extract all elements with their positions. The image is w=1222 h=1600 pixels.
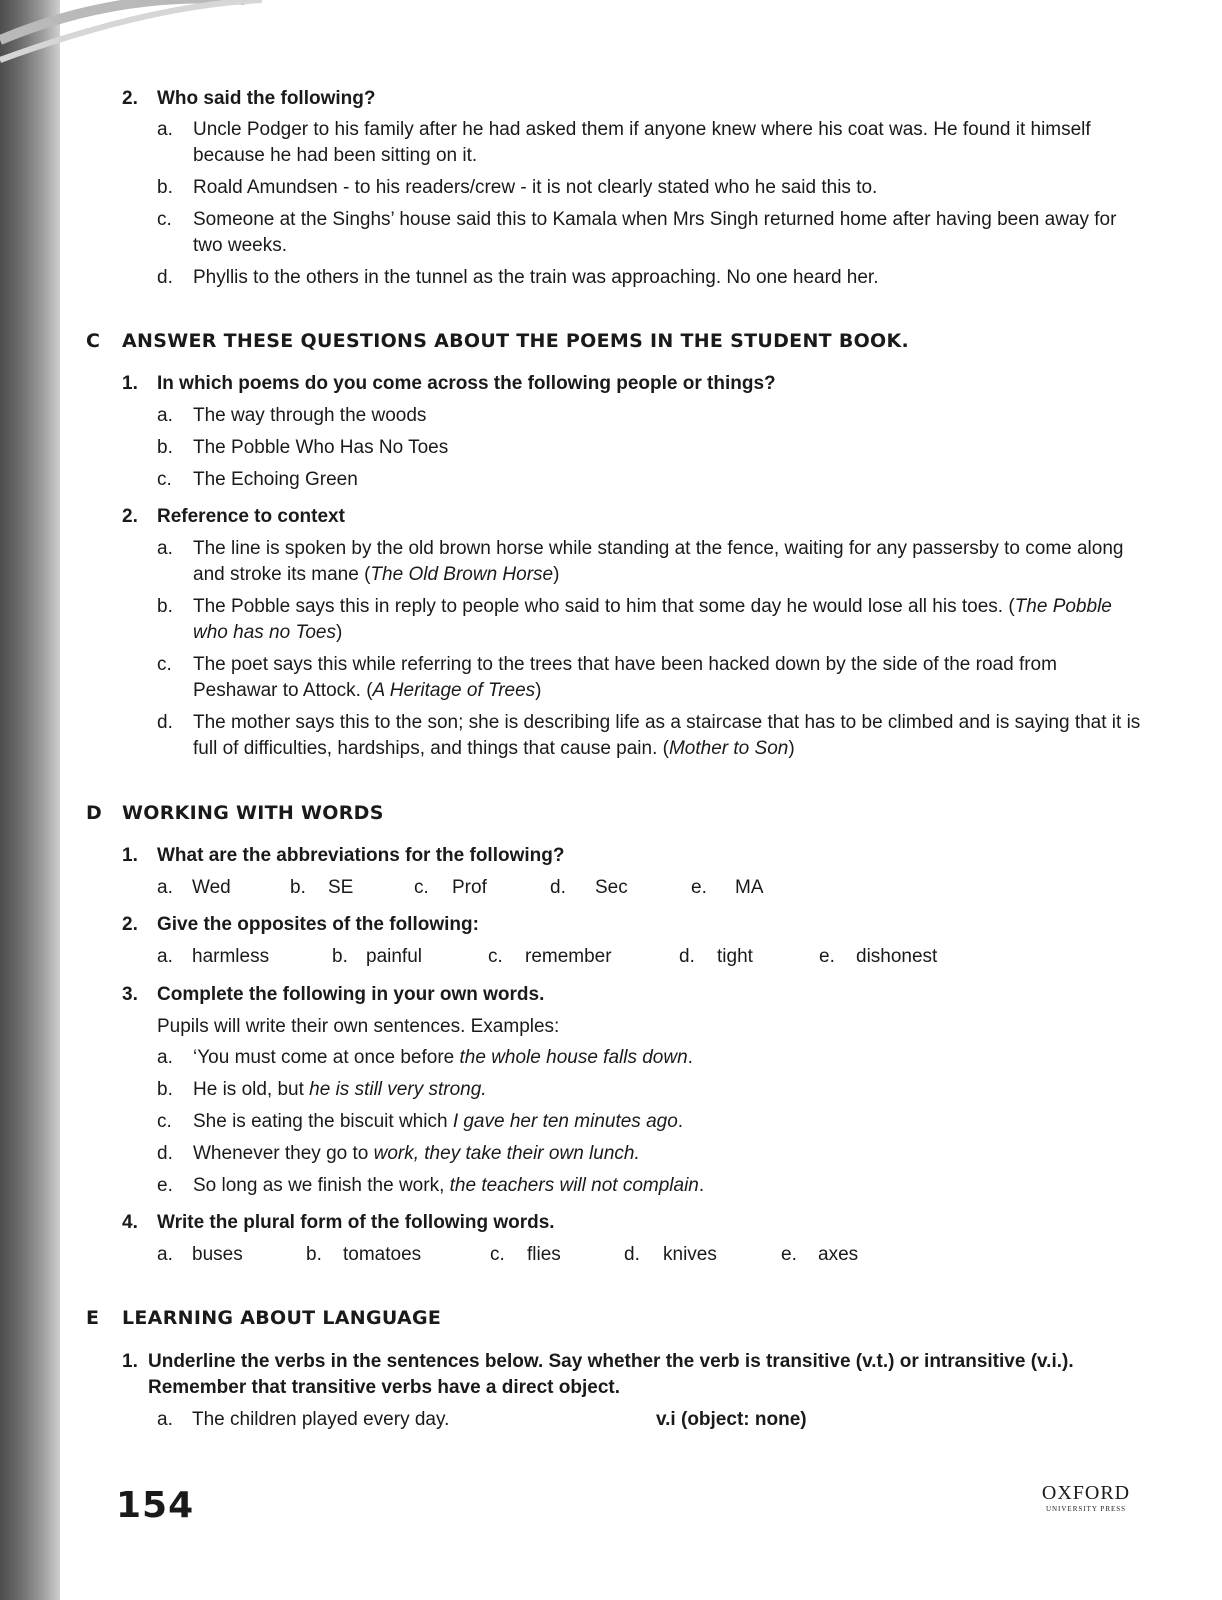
question-number: 3. [122, 984, 138, 1005]
item-letter: b. [332, 946, 348, 967]
item-text: Prof [452, 877, 487, 898]
item-text: SE [328, 877, 354, 898]
question-number: 1. [122, 1351, 138, 1372]
item-text: harmless [192, 946, 270, 967]
question-number: 2. [122, 506, 138, 527]
question-d1 [122, 843, 1142, 869]
item-letter: e. [691, 877, 707, 898]
page-spine-shading [0, 0, 60, 1600]
item-letter: d. [157, 1143, 173, 1164]
list-item [157, 594, 1142, 646]
list-item [157, 1173, 1142, 1199]
section-heading: WORKING WITH WORDS [122, 802, 384, 824]
poem-title: A Heritage of Trees [372, 680, 536, 701]
item-text: The Pobble says this in reply to people who said to him that some day he would lose all his toes. (The Pobble who has no Toes) [193, 596, 1112, 643]
question-text: Complete the following in your own words. [157, 984, 545, 1005]
item-letter: a. [157, 119, 173, 140]
item-letter: b. [157, 1079, 173, 1100]
list-item [157, 1407, 1142, 1433]
item-letter: b. [157, 437, 173, 458]
item-letter: c. [488, 946, 503, 967]
item-letter: c. [157, 654, 172, 675]
item-text: Roald Amundsen - to his readers/crew - it is not clearly stated who he said this to. [193, 177, 878, 198]
answer-text: v.i (object: none) [656, 1409, 807, 1430]
item-text: The mother says this to the son; she is describing life as a staircase that has to be climbed and is saying that it is full of difficulties, hardships, and things that cause pain. (Mother to Son) [193, 712, 1141, 759]
section-heading: LEARNING ABOUT LANGUAGE [122, 1307, 442, 1329]
item-text: Someone at the Singhs’ house said this to Kamala when Mrs Singh returned home after having been away for two weeks. [193, 209, 1117, 256]
item-text: The Echoing Green [193, 469, 358, 490]
item-letter: e. [781, 1244, 797, 1265]
question-c1 [122, 371, 1142, 397]
item-letter: d. [624, 1244, 640, 1265]
question-text: Underline the verbs in the sentences below. Say whether the verb is transitive (v.t.) or intransitive (v.i.). Remember that transitive verbs have a direct object. [148, 1351, 1074, 1398]
question-c2 [122, 504, 1142, 530]
item-letter: c. [414, 877, 429, 898]
inline-answer-row [157, 1242, 1142, 1268]
section-heading: ANSWER THESE QUESTIONS ABOUT THE POEMS IN THE STUDENT BOOK. [122, 330, 910, 352]
list-item [157, 536, 1142, 588]
list-item [157, 117, 1142, 169]
item-text: MA [735, 877, 764, 898]
item-letter: c. [157, 209, 172, 230]
item-text: ‘You must come at once before the whole house falls down. [193, 1047, 693, 1068]
item-letter: d. [157, 267, 173, 288]
item-letter: e. [819, 946, 835, 967]
item-text: dishonest [856, 946, 938, 967]
question-text: Give the opposites of the following: [157, 914, 479, 935]
question-number: 1. [122, 373, 138, 394]
list-item [157, 175, 1142, 201]
list-item [157, 1077, 1142, 1103]
item-text: knives [663, 1244, 717, 1265]
item-text: The way through the woods [193, 405, 427, 426]
question-d3 [122, 982, 1142, 1008]
list-item [157, 1109, 1142, 1135]
question-text: Who said the following? [157, 88, 376, 109]
list-item [157, 435, 1142, 461]
question-number: 1. [122, 845, 138, 866]
item-letter: b. [306, 1244, 322, 1265]
question-number: 4. [122, 1212, 138, 1233]
item-letter: b. [290, 877, 306, 898]
item-text: The line is spoken by the old brown horse while standing at the fence, waiting for any passersby to come along and stroke its mane (The Old Brown Horse) [193, 538, 1124, 585]
item-text: buses [192, 1244, 243, 1265]
question-text: In which poems do you come across the following people or things? [157, 373, 776, 394]
item-text: The poet says this while referring to the trees that have been hacked down by the side of the road from Peshawar to Attock. (A Heritage of Trees) [193, 654, 1057, 701]
poem-title: The Pobble who has no Toes [193, 596, 1112, 643]
item-text: remember [525, 946, 612, 967]
item-letter: c. [490, 1244, 505, 1265]
item-letter: d. [550, 877, 566, 898]
list-item [157, 652, 1142, 704]
item-letter: d. [157, 712, 173, 733]
question-number: 2. [122, 88, 138, 109]
item-text: Phyllis to the others in the tunnel as the train was approaching. No one heard her. [193, 267, 879, 288]
item-letter: a. [157, 1047, 173, 1068]
item-letter: a. [157, 946, 173, 967]
item-text: The children played every day. [192, 1409, 450, 1430]
item-letter: c. [157, 469, 172, 490]
question-d4 [122, 1210, 1142, 1236]
item-letter: b. [157, 596, 173, 617]
item-letter: b. [157, 177, 173, 198]
item-letter: a. [157, 405, 173, 426]
section-letter: C [86, 330, 101, 352]
section-letter: D [86, 802, 103, 824]
section-letter: E [86, 1307, 100, 1329]
item-text: Whenever they go to work, they take their own lunch. [193, 1143, 640, 1164]
question-e1 [122, 1349, 1142, 1401]
item-text: tight [717, 946, 753, 967]
item-text: axes [818, 1244, 859, 1265]
question-text: Reference to context [157, 506, 345, 527]
item-text: Uncle Podger to his family after he had asked them if anyone knew where his coat was. He found it himself because he had been sitting on it. [193, 119, 1091, 166]
item-text: He is old, but he is still very strong. [193, 1079, 487, 1100]
publisher-logo [1036, 1482, 1136, 1514]
inline-answer-row [157, 944, 1142, 970]
item-letter: a. [157, 1244, 173, 1265]
question-d2 [122, 912, 1142, 938]
item-letter: a. [157, 1409, 173, 1430]
publisher-subtitle: UNIVERSITY PRESS [1045, 1505, 1127, 1513]
item-letter: a. [157, 538, 173, 559]
item-text: Wed [192, 877, 231, 898]
item-letter: d. [679, 946, 695, 967]
publisher-name: OXFORD [1041, 1482, 1131, 1504]
item-letter: e. [157, 1175, 173, 1196]
list-item [157, 710, 1142, 762]
poem-title: The Old Brown Horse [370, 564, 554, 585]
question-text: What are the abbreviations for the following? [157, 845, 565, 866]
item-text: tomatoes [343, 1244, 422, 1265]
question-number: 2. [122, 914, 138, 935]
question-b2 [122, 86, 1142, 112]
item-text: She is eating the biscuit which I gave her ten minutes ago. [193, 1111, 684, 1132]
item-text: flies [527, 1244, 561, 1265]
intro-text: Pupils will write their own sentences. Examples: [157, 1016, 560, 1037]
page-number: 154 [116, 1485, 195, 1526]
item-text: painful [366, 946, 422, 967]
poem-title: Mother to Son [668, 738, 789, 759]
item-letter: a. [157, 877, 173, 898]
list-item [157, 467, 1142, 493]
decorative-arc [0, 0, 270, 80]
item-text: So long as we finish the work, the teachers will not complain. [193, 1175, 705, 1196]
list-item [157, 403, 1142, 429]
inline-answer-row [157, 875, 1142, 901]
item-letter: c. [157, 1111, 172, 1132]
list-item [157, 265, 1142, 291]
list-item [157, 1141, 1142, 1167]
list-item [157, 1045, 1142, 1071]
list-item [157, 207, 1142, 259]
item-text: Sec [595, 877, 628, 898]
question-text: Write the plural form of the following words. [157, 1212, 555, 1233]
item-text: The Pobble Who Has No Toes [193, 437, 449, 458]
